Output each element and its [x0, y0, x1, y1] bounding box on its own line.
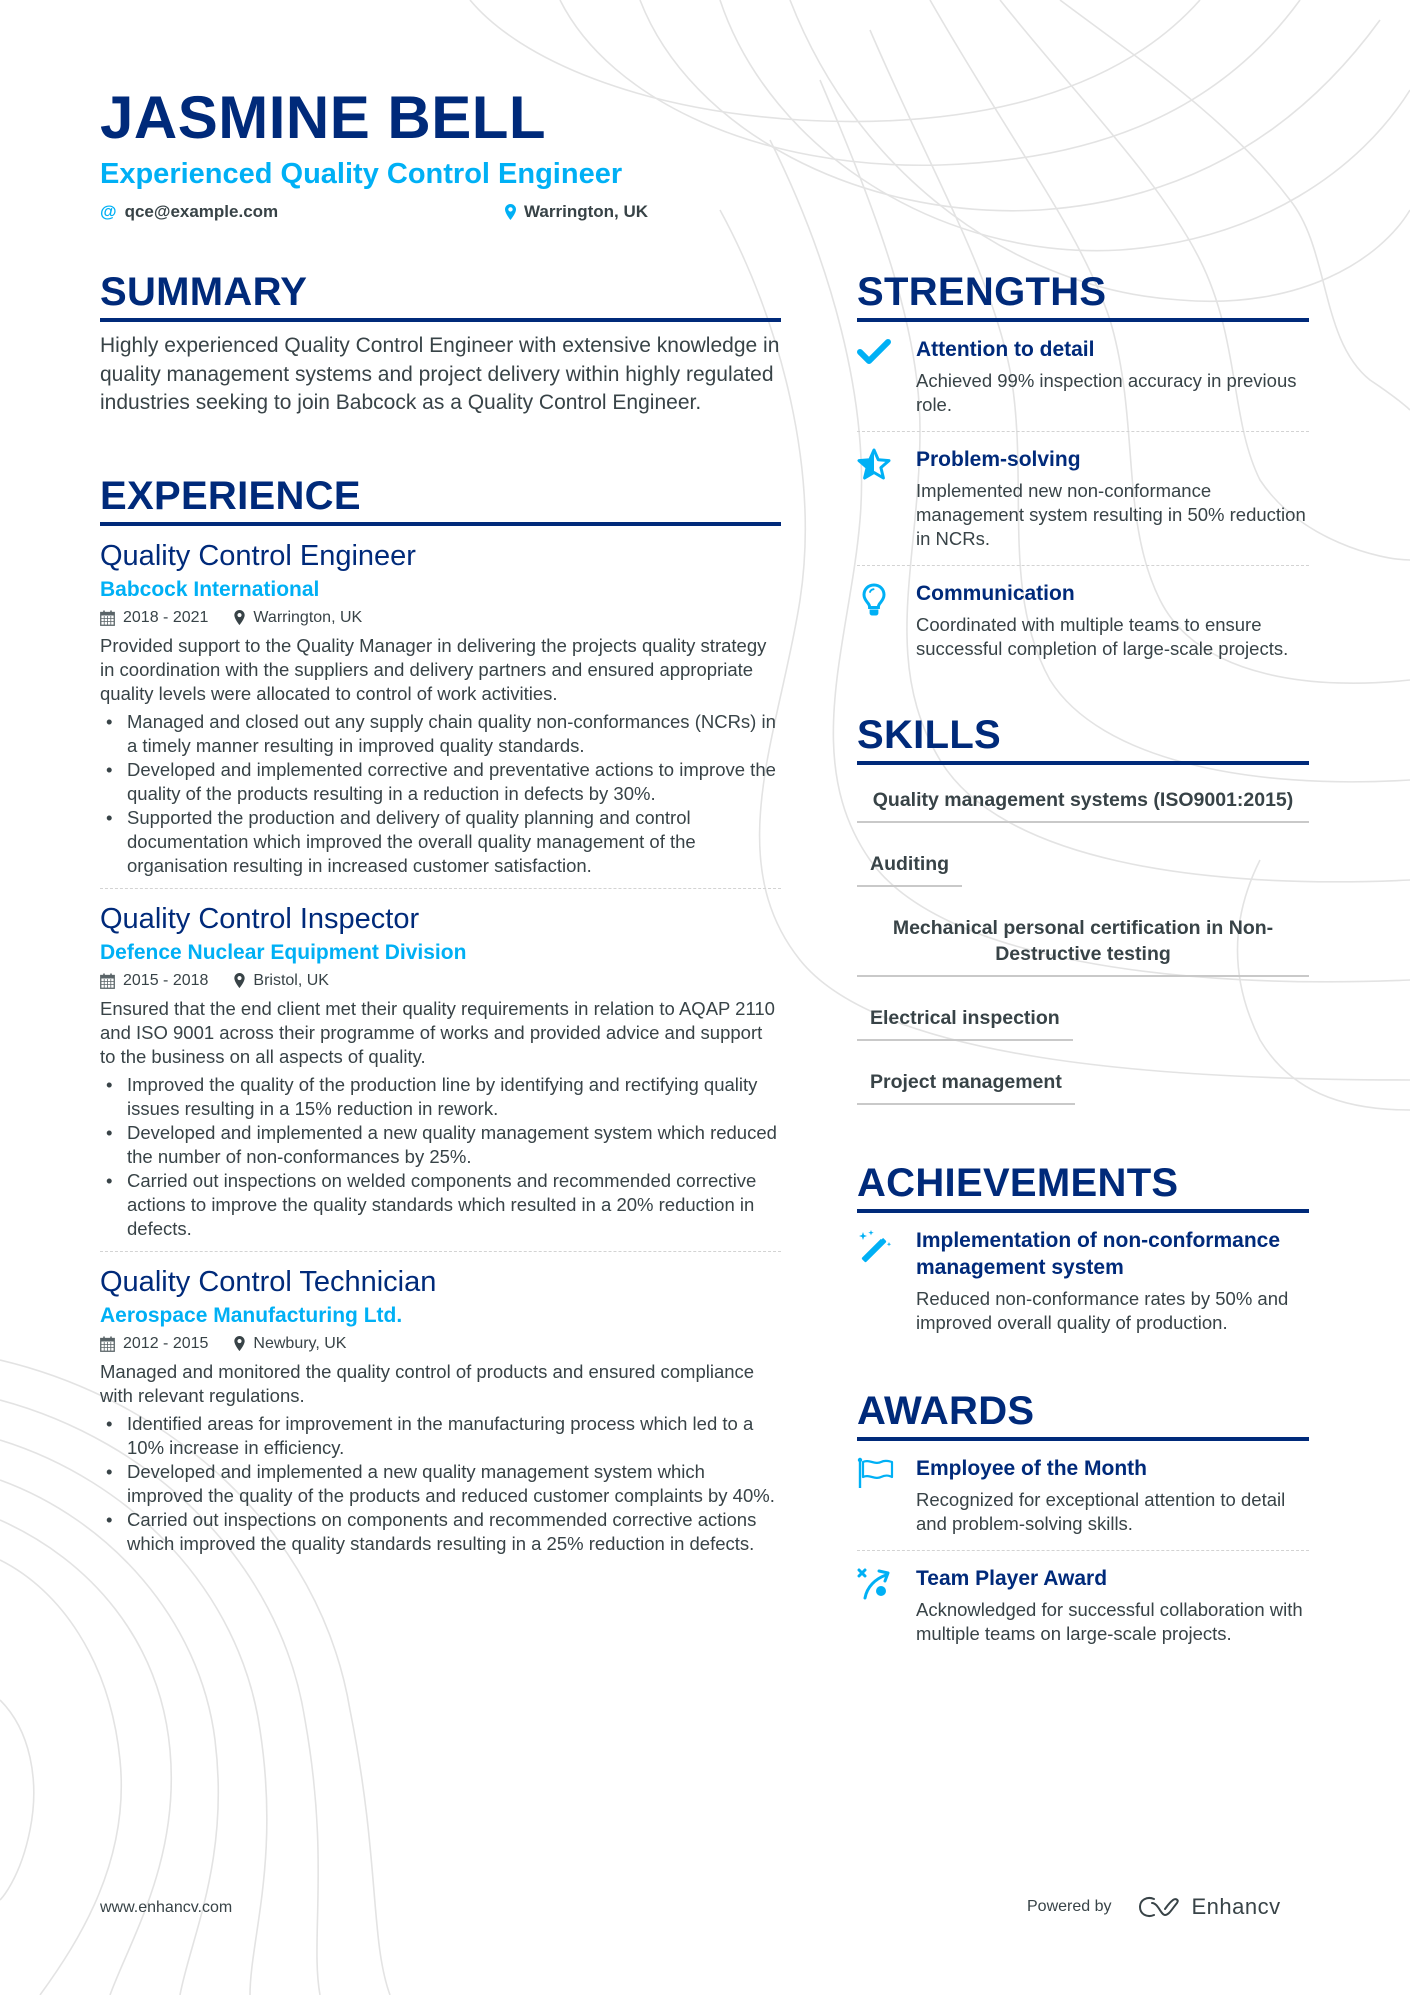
award-title: Employee of the Month — [916, 1457, 1147, 1480]
contact-info — [100, 200, 1310, 224]
footer-website-link[interactable]: www.enhancv.com — [100, 1899, 233, 1916]
strength-item — [857, 566, 1309, 675]
lightbulb-icon — [857, 580, 916, 661]
summary-section — [100, 268, 781, 418]
job-title: Quality Control Engineer — [100, 539, 416, 572]
candidate-name: JASMINE BELL — [100, 84, 547, 151]
map-pin-icon — [505, 204, 516, 220]
section-heading-strengths: STRENGTHS — [857, 268, 1309, 322]
job-meta — [100, 1332, 781, 1356]
bullet-item: • Carried out inspections on welded components and recommended corrective actions to improve the quality standards which resulted in a 20% reduction in defects. — [100, 1169, 781, 1241]
footer-branding — [1027, 1894, 1281, 1920]
contact-email[interactable] — [100, 200, 505, 224]
section-heading-experience: EXPERIENCE — [100, 472, 781, 526]
job-dates: 2012 - 2015 — [100, 1332, 208, 1356]
job-location: Bristol, UK — [234, 969, 329, 993]
skill-tag: Electrical inspection — [857, 995, 1073, 1041]
bullet-item: • Developed and implemented a new quality management system which reduced the number of non-conformances by 25%. — [100, 1121, 781, 1169]
strength-description: Coordinated with multiple teams to ensure successful completion of large-scale projects. — [916, 614, 1289, 659]
skill-tag: Mechanical personal certification in Non-Destructive testing — [857, 905, 1309, 977]
job-dates: 2015 - 2018 — [100, 969, 208, 993]
section-heading-awards: AWARDS — [857, 1387, 1309, 1441]
bullet-item: • Developed and implemented corrective and preventative actions to improve the quality of the products resulting in a reduction in defects by 30%. — [100, 758, 781, 806]
section-heading-achievements: ACHIEVEMENTS — [857, 1159, 1309, 1213]
job-description: Provided support to the Quality Manager in delivering the projects quality strategy in coordination with the suppliers and delivery partners and ensured appropriate quality levels were allocated to control of work activities. — [100, 634, 767, 704]
contact-location — [505, 200, 648, 224]
award-item — [857, 1441, 1309, 1551]
awards-section — [857, 1387, 1309, 1660]
bullet-item: • Carried out inspections on components and recommended corrective actions which improved the quality standards resulting in a 25% reduction in defects. — [100, 1508, 781, 1556]
skills-section — [857, 711, 1309, 1123]
strengths-section — [857, 268, 1309, 675]
strategy-icon — [857, 1565, 916, 1646]
candidate-title: Experienced Quality Control Engineer — [100, 158, 623, 190]
job-description: Ensured that the end client met their quality requirements in relation to AQAP 2110 and ISO 9001 across their programme of works and provided advice and support to the business on all aspects of quality. — [100, 997, 775, 1067]
achievements-section — [857, 1159, 1309, 1349]
flag-icon — [857, 1455, 916, 1536]
experience-section — [100, 472, 781, 1566]
award-description: Acknowledged for successful collaboration with multiple teams on large-scale projects. — [916, 1599, 1303, 1644]
resume-header — [100, 84, 1310, 224]
enhancv-brand-text: Enhancv — [1191, 1894, 1281, 1919]
job-bullets — [100, 1073, 781, 1241]
award-item — [857, 1551, 1309, 1660]
map-pin-icon — [234, 973, 245, 988]
magic-wand-icon — [857, 1227, 916, 1335]
powered-by-label: Powered by — [1027, 1898, 1112, 1915]
bullet-item: • Improved the quality of the production line by identifying and rectifying quality issues resulting in a 15% reduction in rework. — [100, 1073, 781, 1121]
strength-item — [857, 432, 1309, 566]
section-heading-summary: SUMMARY — [100, 268, 781, 322]
experience-entry — [100, 526, 781, 889]
strength-title: Communication — [916, 582, 1075, 605]
calendar-icon — [100, 610, 115, 626]
skills-list — [857, 777, 1309, 1123]
experience-entry — [100, 1252, 781, 1566]
enhancv-logo[interactable] — [1138, 1894, 1281, 1920]
job-company: Defence Nuclear Equipment Division — [100, 940, 467, 964]
job-title: Quality Control Inspector — [100, 902, 420, 935]
achievement-description: Reduced non-conformance rates by 50% and improved overall quality of production. — [916, 1288, 1289, 1333]
job-title: Quality Control Technician — [100, 1265, 437, 1298]
calendar-icon — [100, 1336, 115, 1352]
job-dates: 2018 - 2021 — [100, 606, 208, 630]
checkmark-icon — [857, 336, 916, 417]
job-bullets — [100, 710, 781, 878]
star-half-icon — [857, 446, 916, 551]
job-bullets — [100, 1412, 781, 1556]
strength-item — [857, 322, 1309, 432]
strength-description: Achieved 99% inspection accuracy in previous role. — [916, 370, 1297, 415]
bullet-item: • Supported the production and delivery of quality planning and control documentation which improved the overall quality management of the organisation resulting in increased customer satisfaction. — [100, 806, 781, 878]
award-title: Team Player Award — [916, 1567, 1108, 1590]
experience-entry — [100, 889, 781, 1252]
skill-tag: Auditing — [857, 841, 962, 887]
strength-title: Attention to detail — [916, 338, 1095, 361]
email-text: qce@example.com — [124, 202, 279, 221]
strength-title: Problem-solving — [916, 448, 1081, 471]
job-company: Babcock International — [100, 577, 320, 601]
bullet-item: • Developed and implemented a new quality management system which improved the quality of the products and reduced customer complaints by 40%. — [100, 1460, 781, 1508]
job-description: Managed and monitored the quality control of products and ensured compliance with relevant regulations. — [100, 1360, 755, 1406]
job-location: Newbury, UK — [234, 1332, 346, 1356]
at-sign-icon: @ — [100, 202, 117, 221]
map-pin-icon — [234, 610, 245, 625]
award-description: Recognized for exceptional attention to detail and problem-solving skills. — [916, 1489, 1286, 1534]
section-heading-skills: SKILLS — [857, 711, 1309, 765]
enhancv-logo-icon — [1138, 1895, 1184, 1919]
job-meta — [100, 606, 781, 630]
achievement-title: Implementation of non-conformance management system — [916, 1229, 1281, 1279]
skill-tag: Project management — [857, 1059, 1075, 1105]
left-column — [100, 268, 781, 1566]
calendar-icon — [100, 973, 115, 989]
bullet-item: • Managed and closed out any supply chain quality non-conformances (NCRs) in a timely manner resulting in improved quality standards. — [100, 710, 781, 758]
achievement-item — [857, 1213, 1309, 1349]
job-company: Aerospace Manufacturing Ltd. — [100, 1303, 403, 1327]
job-location: Warrington, UK — [234, 606, 362, 630]
right-column — [857, 268, 1309, 1660]
bullet-item: • Identified areas for improvement in the manufacturing process which led to a 10% increase in efficiency. — [100, 1412, 781, 1460]
map-pin-icon — [234, 1336, 245, 1351]
job-meta — [100, 969, 781, 993]
strength-description: Implemented new non-conformance management system resulting in 50% reduction in NCRs. — [916, 480, 1306, 549]
summary-text: Highly experienced Quality Control Engineer with extensive knowledge in quality management systems and project delivery within highly regulated industries seeking to join Babcock as a Quality Control Engineer. — [100, 334, 780, 414]
location-text: Warrington, UK — [524, 202, 649, 221]
skill-tag: Quality management systems (ISO9001:2015) — [857, 777, 1309, 823]
